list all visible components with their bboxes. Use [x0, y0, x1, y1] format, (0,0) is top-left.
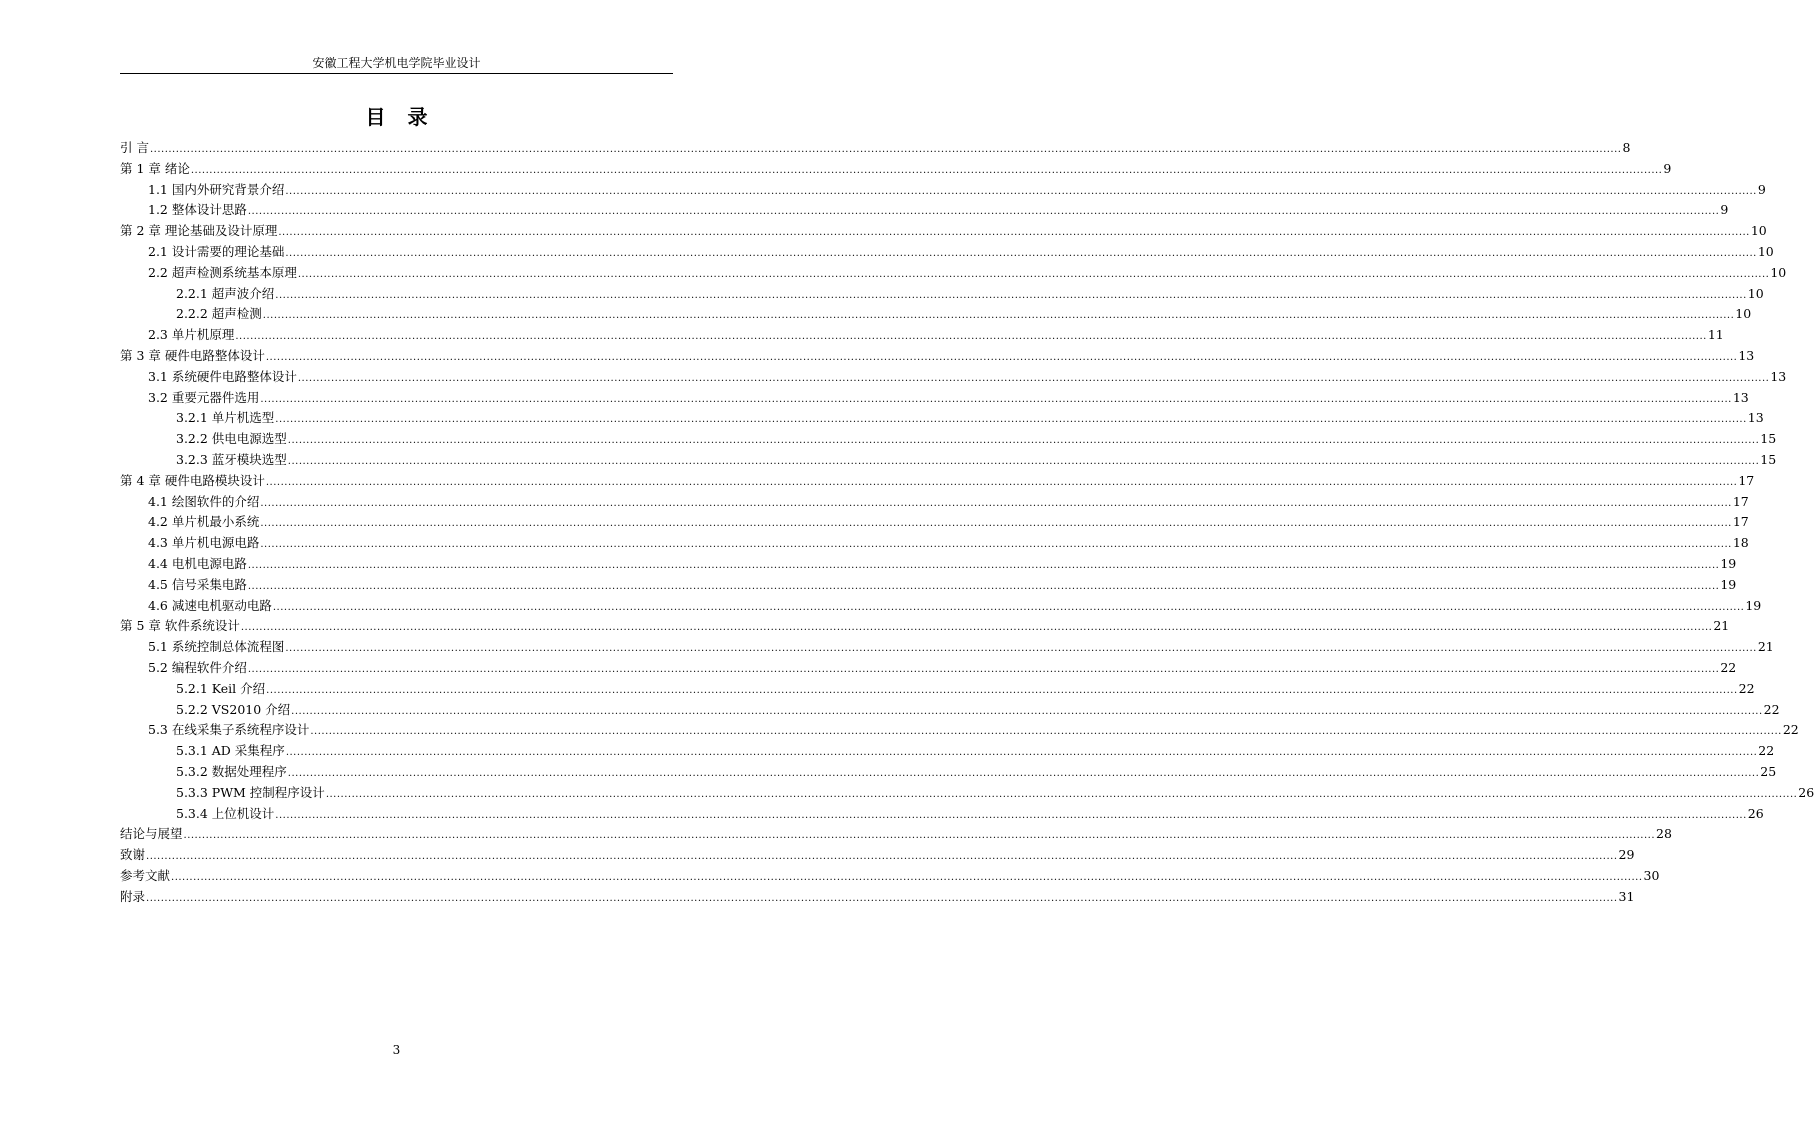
- toc-entry[interactable]: [120, 845, 1635, 866]
- dot-leader: ................................................................................................................................................................................................................................................................................................................................................................................................................: [287, 767, 1760, 779]
- toc-entry-label: 5.2.2 VS2010 介绍: [176, 701, 291, 717]
- toc-entry-label: 2.3 单片机原理: [148, 327, 235, 343]
- dot-leader: ................................................................................................................................................................................................................................................................................................................................................................................................................: [247, 206, 1720, 218]
- toc-title: 目录: [365, 105, 450, 129]
- dot-leader: ................................................................................................................................................................................................................................................................................................................................................................................................................: [235, 331, 1707, 343]
- toc-entry-label: 5.3.2 数据处理程序: [176, 763, 287, 779]
- dot-leader: ................................................................................................................................................................................................................................................................................................................................................................................................................: [247, 580, 1720, 592]
- toc-entry[interactable]: [120, 762, 1777, 783]
- toc-entry-page: 10: [1750, 223, 1767, 239]
- dot-leader: ................................................................................................................................................................................................................................................................................................................................................................................................................: [247, 559, 1720, 571]
- toc-entry-label: 2.1 设计需要的理论基础: [148, 243, 285, 259]
- toc-entry-label: 3.2 重要元器件选用: [148, 389, 260, 405]
- toc-entry-page: 17: [1732, 493, 1749, 509]
- toc-entry-label: 第 4 章 硬件电路模块设计: [120, 472, 265, 488]
- toc-entry-label: 5.3 在线采集子系统程序设计: [148, 722, 310, 738]
- dot-leader: ................................................................................................................................................................................................................................................................................................................................................................................................................: [265, 351, 1738, 363]
- toc-entry-page: 10: [1770, 264, 1787, 280]
- toc-entry-label: 第 3 章 硬件电路整体设计: [120, 347, 265, 363]
- toc-entry-label: 结论与展望: [120, 826, 183, 842]
- toc-entry-page: 9: [1720, 202, 1729, 218]
- toc-entry[interactable]: [120, 200, 1729, 221]
- toc-entry[interactable]: [120, 637, 1774, 658]
- toc-entry-label: 第 2 章 理论基础及设计原理: [120, 223, 278, 239]
- toc-entry[interactable]: [120, 159, 1672, 180]
- toc-entry[interactable]: [120, 388, 1749, 409]
- toc-entry-label: 第 5 章 软件系统设计: [120, 618, 240, 634]
- toc-entry[interactable]: [120, 700, 1780, 721]
- dot-leader: ................................................................................................................................................................................................................................................................................................................................................................................................................: [183, 830, 1655, 842]
- dot-leader: ................................................................................................................................................................................................................................................................................................................................................................................................................: [287, 435, 1760, 447]
- toc-entry-page: 26: [1747, 805, 1764, 821]
- toc-entry-page: 13: [1747, 410, 1764, 426]
- toc-entry-page: 9: [1757, 181, 1766, 197]
- toc-entry[interactable]: [120, 221, 1767, 242]
- dot-leader: ................................................................................................................................................................................................................................................................................................................................................................................................................: [285, 185, 1757, 197]
- toc-entry-page: 13: [1770, 368, 1787, 384]
- dot-leader: ................................................................................................................................................................................................................................................................................................................................................................................................................: [287, 455, 1760, 467]
- toc-entry-label: 4.4 电机电源电路: [148, 555, 247, 571]
- toc-entry-page: 21: [1757, 639, 1774, 655]
- toc-entry-label: 5.2 编程软件介绍: [148, 659, 247, 675]
- toc-entry-page: 19: [1720, 555, 1737, 571]
- toc-entry-page: 25: [1760, 763, 1777, 779]
- header-divider: [120, 73, 673, 74]
- dot-leader: ................................................................................................................................................................................................................................................................................................................................................................................................................: [275, 289, 1747, 301]
- dot-leader: ................................................................................................................................................................................................................................................................................................................................................................................................................: [285, 247, 1757, 259]
- toc-entry[interactable]: [120, 492, 1749, 513]
- toc-entry[interactable]: [120, 284, 1764, 305]
- toc-entry[interactable]: [120, 658, 1737, 679]
- dot-leader: ................................................................................................................................................................................................................................................................................................................................................................................................................: [146, 851, 1618, 863]
- toc-entry[interactable]: [120, 554, 1737, 575]
- toc-entry-label: 5.2.1 Keil 介绍: [176, 680, 266, 696]
- toc-entry-page: 10: [1757, 243, 1774, 259]
- toc-entry-page: 30: [1643, 867, 1660, 883]
- toc-entry[interactable]: [120, 138, 1631, 159]
- toc-entry[interactable]: [120, 263, 1787, 284]
- dot-leader: ................................................................................................................................................................................................................................................................................................................................................................................................................: [260, 497, 1732, 509]
- toc-entry-label: 致谢: [120, 847, 146, 863]
- toc-entry[interactable]: [120, 575, 1737, 596]
- toc-entry[interactable]: [120, 824, 1672, 845]
- toc-entry[interactable]: [120, 596, 1762, 617]
- dot-leader: ................................................................................................................................................................................................................................................................................................................................................................................................................: [285, 747, 1758, 759]
- toc-entry-page: 18: [1732, 535, 1749, 551]
- toc-entry-label: 4.6 减速电机驱动电路: [148, 597, 272, 613]
- toc-entry-label: 5.3.3 PWM 控制程序设计: [176, 784, 325, 800]
- dot-leader: ................................................................................................................................................................................................................................................................................................................................................................................................................: [285, 643, 1757, 655]
- toc-entry-page: 17: [1732, 514, 1749, 530]
- toc-entry-page: 26: [1798, 784, 1814, 800]
- toc-entry-label: 引 言: [120, 140, 149, 155]
- toc-entry-page: 22: [1720, 659, 1737, 675]
- dot-leader: ................................................................................................................................................................................................................................................................................................................................................................................................................: [275, 414, 1747, 426]
- toc-entry-label: 4.1 绘图软件的介绍: [148, 493, 260, 509]
- toc-entry[interactable]: [120, 429, 1777, 450]
- dot-leader: ................................................................................................................................................................................................................................................................................................................................................................................................................: [146, 892, 1618, 904]
- toc-entry[interactable]: [120, 804, 1764, 825]
- toc-entry[interactable]: [120, 741, 1775, 762]
- dot-leader: ................................................................................................................................................................................................................................................................................................................................................................................................................: [260, 518, 1732, 530]
- dot-leader: ................................................................................................................................................................................................................................................................................................................................................................................................................: [240, 622, 1713, 634]
- toc-entry[interactable]: [120, 242, 1774, 263]
- dot-leader: ................................................................................................................................................................................................................................................................................................................................................................................................................: [278, 227, 1750, 239]
- toc-entry-label: 3.2.3 蓝牙模块选型: [176, 451, 287, 467]
- toc-entry-label: 附录: [120, 888, 146, 904]
- dot-leader: ................................................................................................................................................................................................................................................................................................................................................................................................................: [297, 372, 1770, 384]
- toc-entry[interactable]: [120, 616, 1730, 637]
- toc-entry[interactable]: [120, 679, 1755, 700]
- toc-entry-page: 13: [1738, 347, 1755, 363]
- toc-entry[interactable]: [120, 304, 1752, 325]
- dot-leader: ................................................................................................................................................................................................................................................................................................................................................................................................................: [275, 809, 1747, 821]
- dot-leader: ................................................................................................................................................................................................................................................................................................................................................................................................................: [297, 268, 1770, 280]
- toc-entry-label: 2.2.2 超声检测: [176, 306, 262, 322]
- toc-entry[interactable]: [120, 471, 1755, 492]
- toc-entry-label: 第 1 章 绪论: [120, 160, 190, 176]
- toc-entry[interactable]: [120, 720, 1799, 741]
- dot-leader: ................................................................................................................................................................................................................................................................................................................................................................................................................: [262, 310, 1735, 322]
- dot-leader: ................................................................................................................................................................................................................................................................................................................................................................................................................: [265, 476, 1738, 488]
- toc-entry-label: 1.1 国内外研究背景介绍: [148, 181, 285, 197]
- toc-entry[interactable]: [120, 450, 1777, 471]
- toc-entry[interactable]: [120, 367, 1787, 388]
- dot-leader: ................................................................................................................................................................................................................................................................................................................................................................................................................: [190, 164, 1663, 176]
- toc-entry-label: 2.2.1 超声波介绍: [176, 285, 275, 301]
- toc-entry-page: 15: [1760, 451, 1777, 467]
- toc-entry[interactable]: [120, 783, 1814, 804]
- table-of-contents: [120, 138, 1814, 907]
- toc-entry[interactable]: [120, 346, 1755, 367]
- toc-entry-label: 4.5 信号采集电路: [148, 576, 247, 592]
- dot-leader: ................................................................................................................................................................................................................................................................................................................................................................................................................: [310, 726, 1782, 738]
- toc-entry[interactable]: [120, 325, 1724, 346]
- toc-entry-page: 9: [1663, 160, 1672, 176]
- toc-entry-page: 21: [1713, 618, 1730, 634]
- dot-leader: ................................................................................................................................................................................................................................................................................................................................................................................................................: [260, 393, 1732, 405]
- toc-entry-page: 17: [1738, 472, 1755, 488]
- toc-entry[interactable]: [120, 866, 1660, 887]
- dot-leader: ................................................................................................................................................................................................................................................................................................................................................................................................................: [291, 705, 1763, 717]
- toc-entry-page: 11: [1707, 327, 1724, 343]
- page-number: 3: [392, 1043, 401, 1057]
- toc-entry-page: 29: [1618, 847, 1635, 863]
- dot-leader: ................................................................................................................................................................................................................................................................................................................................................................................................................: [266, 684, 1738, 696]
- toc-entry-page: 10: [1747, 285, 1764, 301]
- toc-entry-page: 10: [1735, 306, 1752, 322]
- toc-entry-label: 3.1 系统硬件电路整体设计: [148, 368, 297, 384]
- toc-entry-label: 3.2.2 供电电源选型: [176, 431, 287, 447]
- toc-entry-page: 15: [1760, 431, 1777, 447]
- dot-leader: ................................................................................................................................................................................................................................................................................................................................................................................................................: [260, 539, 1732, 551]
- toc-entry[interactable]: [120, 512, 1749, 533]
- toc-entry-label: 4.3 单片机电源电路: [148, 535, 260, 551]
- toc-entry-label: 参考文献: [120, 867, 171, 883]
- toc-entry-page: 19: [1720, 576, 1737, 592]
- toc-entry[interactable]: [120, 533, 1749, 554]
- toc-entry[interactable]: [120, 887, 1635, 908]
- toc-entry-page: 19: [1745, 597, 1762, 613]
- toc-entry-page: 31: [1618, 888, 1635, 904]
- toc-entry[interactable]: [120, 408, 1764, 429]
- page-header: 安徽工程大学机电学院毕业设计: [312, 56, 481, 70]
- dot-leader: ................................................................................................................................................................................................................................................................................................................................................................................................................: [149, 144, 1622, 155]
- dot-leader: ................................................................................................................................................................................................................................................................................................................................................................................................................: [272, 601, 1745, 613]
- toc-entry-page: 22: [1738, 680, 1755, 696]
- toc-entry-label: 5.3.4 上位机设计: [176, 805, 275, 821]
- toc-entry-page: 22: [1758, 743, 1775, 759]
- toc-entry-label: 5.3.1 AD 采集程序: [176, 743, 285, 759]
- toc-entry-page: 22: [1763, 701, 1780, 717]
- toc-entry-page: 28: [1656, 826, 1672, 842]
- dot-leader: ................................................................................................................................................................................................................................................................................................................................................................................................................: [325, 788, 1798, 800]
- dot-leader: ................................................................................................................................................................................................................................................................................................................................................................................................................: [171, 871, 1643, 883]
- toc-entry-page: 13: [1732, 389, 1749, 405]
- toc-entry-label: 1.2 整体设计思路: [148, 202, 247, 218]
- toc-entry-page: 8: [1622, 140, 1631, 155]
- toc-entry-label: 3.2.1 单片机选型: [176, 410, 275, 426]
- toc-entry-label: 4.2 单片机最小系统: [148, 514, 260, 530]
- toc-entry-page: 22: [1782, 722, 1799, 738]
- toc-entry-label: 2.2 超声检测系统基本原理: [148, 264, 297, 280]
- dot-leader: ................................................................................................................................................................................................................................................................................................................................................................................................................: [247, 663, 1720, 675]
- toc-entry-label: 5.1 系统控制总体流程图: [148, 639, 285, 655]
- toc-entry[interactable]: [120, 180, 1766, 201]
